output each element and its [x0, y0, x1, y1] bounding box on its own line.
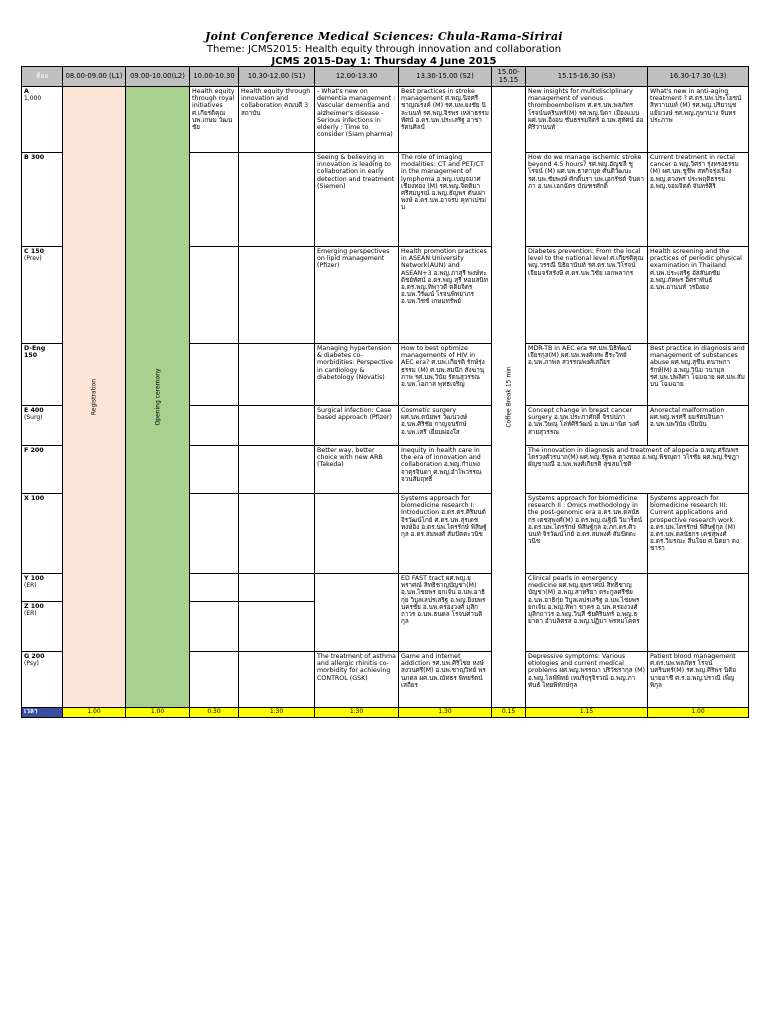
room-name: X 100 — [24, 495, 45, 502]
col-c7: 15.00-15.15 — [492, 67, 526, 87]
room-label — [22, 406, 63, 446]
session-cell: The treatment of asthma and allergic rhinitis co-morbidity for achieving CONTROL (GSK) — [315, 652, 399, 708]
empty-cell — [239, 247, 315, 344]
room-name: Z 100 — [24, 603, 44, 610]
session-cell: Emerging perspectives on lipid management (Pfizer) — [315, 247, 399, 344]
session-cell: Systems approach for biomedicine research II : Omics methodology in the post-genomic era อ.ดร.นพ.ดลนัธกร เดชสุพงศ์(M) อ.ดร.พญ.ณฐิณี วิมาร์ัตน์ อ.ดร.นพ.ไตรรักษ์ พิสิษฐ์กุล อ.ภก.ดร.ศิวนนท์ จิรวัฒน์โกย์ อ.ดร.สมพงศ์ สัมปัตตะวนิช — [526, 494, 648, 574]
room-sub: (Prev) — [24, 255, 42, 263]
session-cell: Depressive symptoms: Various etiologies and current medical problems ผศ.พญ.พรรณา ปริวัชรากุล (M) อ.พญ.ไลฟ์พิทย์ เหมริฤรุจิรวณ์ อ.พญ.ภาพันธ์ ไทยพิทักษ์กุล — [526, 652, 648, 708]
room-sub: 1,000 — [24, 95, 42, 103]
room-sub: (ER) — [24, 582, 37, 590]
session-cell: Managing hypertension & diabetes co-morbidities: Perspective in cardiology & diabetology (Novatis) — [315, 344, 399, 406]
session-cell: How do we manage ischemic stroke beyond 4.5 hours? รศ.พญ.อัญชลี ชูโรจน์ (M) ผศ.นพ.ธาดาบุด ศันติวัฒนะ รศ.นพ.ชัยพงษ์ ศักดิ์นรา นพ.เอกรัชต์ จินดาภา อ.นพ.เอกฉัตร บัณฑรศักดิ์ — [526, 153, 648, 247]
session-cell: Seeing & believing in innovation is leading to collaboration in early detection and treatment (Siemen) — [315, 153, 399, 247]
empty-cell — [239, 602, 315, 652]
empty-cell — [190, 602, 239, 652]
empty-cell — [315, 574, 399, 652]
col-c4: 10.30-12.00 (S1) — [239, 67, 315, 87]
room-name: G 200 — [24, 653, 45, 660]
session-cell: Inequity in health care in the era of innovation and collaboration อ.พญ.กำแพง จาตุรจินดา ศ.พญ.อำไพวรรณ จวนสัมฤทธิ์ — [399, 446, 492, 494]
session-cell: Diabetes prevention: From the local level to the national level ศ.เกียรติคุณ พญ.วรรณี นิธิยานันท์ รศ.ดร.นพ.วิโรจน์ เจียมจรัสรังษี ศ.ดร.นพ.วิชัย เอกพลากร — [526, 247, 648, 344]
room-name: E 400 — [24, 407, 44, 414]
empty-cell — [239, 494, 315, 574]
col-c6: 13.30-15.00 (S2) — [399, 67, 492, 87]
room-label — [22, 446, 63, 494]
room-name: Y 100 — [24, 575, 44, 582]
session-cell: Concept change in breast cancer surgery อ.นพ.ประภาศักดิ์ จิรปปภา อ.นพ.วิษณุ โล่ห์ศิริวัฒน์ อ.นพ.มานิต วงศ์สายสุวรรณ — [526, 406, 648, 446]
registration-cell — [63, 87, 126, 708]
empty-cell — [190, 406, 239, 446]
session-cell: Systems approach for biomedicine research I: Introduction อ.ดร.ดร.ศิริมนต์ จิรวัฒน์โกย์ ศ.ดร.นพ.สุรเดช หงษ์อิง อ.ดร.นพ.ไตรรักษ์ พิสิษฐ์กุล อ.ดร.สมพงศ์ สัมปัตตะวนิช — [399, 494, 492, 574]
room-name: B 300 — [24, 154, 45, 161]
schedule-table — [21, 66, 749, 718]
session-cell: Best practices in stroke management ศ.พญ.นิจศรี ชาญณรงค์ (M) รศ.นพ.ยงชัย นิละนนท์ รศ.พญ.จิรพร เหล่าธรรมทัศน์ อ.ดร.นพ.ประเสริฐ อาชารัตนศิลป์ — [399, 87, 492, 153]
session-cell: Better way, better choice with new ARB (Takeda) — [315, 446, 399, 494]
duration-cell: 0.30 — [190, 708, 239, 718]
col-room: ห้อง — [22, 67, 63, 87]
session-cell: New insights for multidisciplinary management of venous thromboembolism ศ.ดร.นพ.พลภัทร โรจน์นครินทร์(M) รศ.พญ.นิตา เมืองแมน ผศ.นพ.อิ่งอบ ชันธรรมจิตร์ อ.นพ.สุทัศน์ ฮ่อศิริวานนท์ — [526, 87, 648, 153]
duration-cell: 1.00 — [63, 708, 126, 718]
session-cell: Clinical pearls in emergency medicine ผศ.พญ.ยุพราศณ์ สิทธิชาญบัญชา(M) อ.พญ.สาทริยา ตระกูลศรีชัย อ.นพ.อาธิกุ่ย วิบูลเลปรเสริฐ อ.นพ.ไชยพร ยกเจ้น อ.พญ.ทิพา ชาคร อ.นพ.ครองวงศ์ มุสิกถาวร อ.พญ.วินสี่ ชัยศิรินทร์ อ.พญ.ธยาดา อำนลิศรส อ.พญ.ปฏิมา พรหมโคตร — [526, 574, 648, 652]
empty-cell — [239, 406, 315, 446]
col-c2: 09.00-10.00(L2) — [126, 67, 190, 87]
col-c8: 15.15-16.30 (S3) — [526, 67, 648, 87]
session-cell: What's new in anti-aging treatment ? ศ.ดร.นพ.ประโยชน์ สิหวานนท์ (M) รศ.พญ.ปริยานุช แย้มวงษ์ รศ.พญ.ภูษานาง จันทรประภาพ — [648, 87, 749, 153]
room-sub: (ER) — [24, 610, 37, 618]
empty-cell — [190, 652, 239, 708]
conference-theme: Theme: JCMS2015: Health equity through innovation and collaboration — [206, 44, 562, 55]
duration-label: เวลา — [22, 708, 63, 718]
room-label — [22, 494, 63, 574]
session-cell: Current treatment in rectal cancer อ.พญ.วิศรา รุ่งทรงธรรม (M) ผศ.นพ.ชูชีพ สหกิจรุ่งเรือง อ.พญ.ดวงพร ประพฤติธรรม อ.พญ.จอมจิตต์ จันทร์ศิริ — [648, 153, 749, 247]
session-cell: The innovation in diagnosis and treatment of alopecia อ.พญ.ศรัณพร ไตรวงศ์วรนาถ(M) ผศ.พญ.รัฐพล ตวงทอง อ.พญ.พิชญุดา วไรชัย ผศ.พญ.รัชฎา ผัญชามณี อ.นพ.พงศ์เกียรติ สุขสมโชติ — [526, 446, 749, 494]
room-name: A — [24, 88, 29, 95]
empty-cell — [315, 494, 399, 574]
day-title: JCMS 2015-Day 1: Thursday 4 June 2015 — [271, 56, 497, 67]
duration-cell: 1.00 — [648, 708, 749, 718]
session-cell: The role of imaging modalities: CT and PET/CT in the management of lymphoma อ.พญ.เบญจมาศ เชียงทอง (M) รศ.พญ.จิตติมา ศรีสมบูรณ์ อ.พญ.ธัญพร ตันเผ่าพงษ์ อ.ดร.นพ.อาจรบ คุหาเปรมบ — [399, 153, 492, 247]
session-cell: ED FAST tract ผศ.พญ.ยุพราศณ์ สิทธิชาญบัญชา(M) อ.นพ.ไชยพร ยกเจ้น อ.นพ.อาธิกุ่ย วิบูลเลปรเสริฐ อ.พญ.ยิ่งยพร นครชัย อ.นพ.ครองวงศ์ มุสิกถาวร อ.นพ.ธนดล โรจนศานติกุล — [399, 574, 492, 652]
session-cell: Systems approach for biomedicine research III: Current applications and prospective research work อ.ดร.นพ.ไตรรักษ์ พิสิษฐ์กุล (M) อ.ดร.นพ.ดลนัธกร เดชสุพงศ์ อ.ดร.วิมรณะ สีนใจย ศ.นิตยา ตงชารา — [648, 494, 749, 574]
room-sub: (Psy) — [24, 660, 39, 668]
empty-cell — [190, 247, 239, 344]
room-name: C 150 — [24, 248, 44, 255]
session-cell: Best practice in diagnosis and management of substances abuse ผศ.พญ.สุชีน ตนาพการักษ์(M) อ.พญ.วินิม วนามุล รศ.นพ.ปพลิศา โฉมฉาย ผศ.นพ.สัมบน โฉมฉาย — [648, 344, 749, 406]
session-cell: - What's new on dementia management : Vascular dementia and alzheimer's disease - Serious infections in elderly : Time to consider (Siam pharma) — [315, 87, 399, 153]
empty-cell — [190, 446, 239, 494]
empty-cell — [239, 652, 315, 708]
session-cell: Anorectal malformation ผศ.พญ.พรศรี ยมรัตนจินดา อ.นพ.นพวินัย เป๊ยนัน — [648, 406, 749, 446]
room-label — [22, 574, 63, 602]
room-label — [22, 344, 63, 406]
registration-label: Registration — [90, 378, 98, 416]
empty-cell — [239, 153, 315, 247]
empty-cell — [190, 574, 239, 602]
empty-cell — [190, 494, 239, 574]
col-c1: 08.00-09.00 (L1) — [63, 67, 126, 87]
empty-cell — [239, 344, 315, 406]
room-label — [22, 652, 63, 708]
session-cell: Health equity through innovation and collaboration คณบดี 3 สถาบัน — [239, 87, 315, 153]
session-cell: How to best optimize managements of HIV in AEC era? ศ.นพ.เกียรติ รักษ์รุ่งธรรม (M) ศ.นพ.สมนึก สังฆานุภาพ รศ.นพ.วินัย รัตนสุวรรณ อ.นพ.โอภาส พุทธเจริญ — [399, 344, 492, 406]
session-cell: Game and internet addiction รศ.นพ.ศิริไชย หงษ์สงวนศรี(M) อ.นพ.ชาญวิทย์ พรนภดล ผศ.นพ.ณัทธร พิทยรัตน์เสถียร — [399, 652, 492, 708]
coffee-break-cell — [492, 87, 526, 708]
room-sub: (Surg) — [24, 414, 43, 422]
conference-title: Joint Conference Medical Sciences: Chula-Rama-Sirirai — [205, 30, 563, 43]
duration-cell: 1.15 — [526, 708, 648, 718]
empty-cell — [239, 446, 315, 494]
row-room-a — [22, 87, 749, 153]
session-cell: MDR-TB in AEC era รศ.นพ.นิธิพัฒน์ เจียรกุล(M) ผศ.นพ.พงศ์เทพ ธีระวิทย์ อ.นพ.ภาพล สวรรณพงศ์เสถียร — [526, 344, 648, 406]
duration-cell: 0.15 — [492, 708, 526, 718]
room-label — [22, 87, 63, 153]
session-cell: Surgical infection: Case based approach (Pfizer) — [315, 406, 399, 446]
col-c9: 16.30-17.30 (L3) — [648, 67, 749, 87]
empty-cell — [190, 344, 239, 406]
header-row — [22, 67, 749, 87]
session-cell: Health equity through royal initiatives ศ.เกียรติคุณ นพ.เกษม วัฒนชัย — [190, 87, 239, 153]
room-name: F 200 — [24, 447, 44, 454]
room-label — [22, 153, 63, 247]
session-cell: Health screening and the practices of periodic physical examination in Thailand ศ.นพ.ประเสริฐ อัสสันตชัย อ.พญ.ภัคพร อิศราพันธ์ อ.นพ.อานนท์ วรยิ่งยง — [648, 247, 749, 344]
room-label — [22, 247, 63, 344]
room-label — [22, 602, 63, 652]
session-cell: Health promotion practices in ASEAN University Network(AUN) and ASEAN+3 อ.พญ.ภาสุรี พงษ์ทะดิชย์ทัศน์ อ.ดร.พญ.สุรี หอมสนิท อ.ดร.พญ.ทิพาวดี ตติยจิตร อ.นพ.วีรัฒน์ โรจนพิทยาภร อ.นพ.วิชช์ เกษมทรัพย์ — [399, 247, 492, 344]
col-c3: 10.00-10.30 — [190, 67, 239, 87]
duration-cell: 1.00 — [126, 708, 190, 718]
session-cell: Cosmetic surgery ผศ.นพ.ดนัยพร วัฒนวงษ์ อ.นพ.ศิริชัย กาญจนรักษ์ อ.นพ.เสรี เยี่ยมผ่องใส — [399, 406, 492, 446]
empty-cell — [239, 574, 315, 602]
session-cell: Patient blood management ศ.ดร.นพ.พลภัทร โรจน์นครินทร์(M) รศ.พญ.ศิริพร นิติอนายอาชี ศ.ร.อ.พญ.ปราณี เพ็ญพิกุล — [648, 652, 749, 708]
duration-cell: 1.30 — [399, 708, 492, 718]
empty-cell — [648, 574, 749, 652]
duration-cell: 1.30 — [239, 708, 315, 718]
empty-cell — [190, 153, 239, 247]
opening-ceremony-cell — [126, 87, 190, 708]
coffee-break-label: Coffee Break 15 min — [504, 366, 512, 428]
duration-cell: 1.30 — [315, 708, 399, 718]
opening-ceremony-label: Opening ceremony — [153, 368, 161, 426]
duration-row — [22, 708, 749, 718]
col-c5: 12.00-13.30 — [315, 67, 399, 87]
room-name: D-Eng 150 — [24, 345, 46, 360]
